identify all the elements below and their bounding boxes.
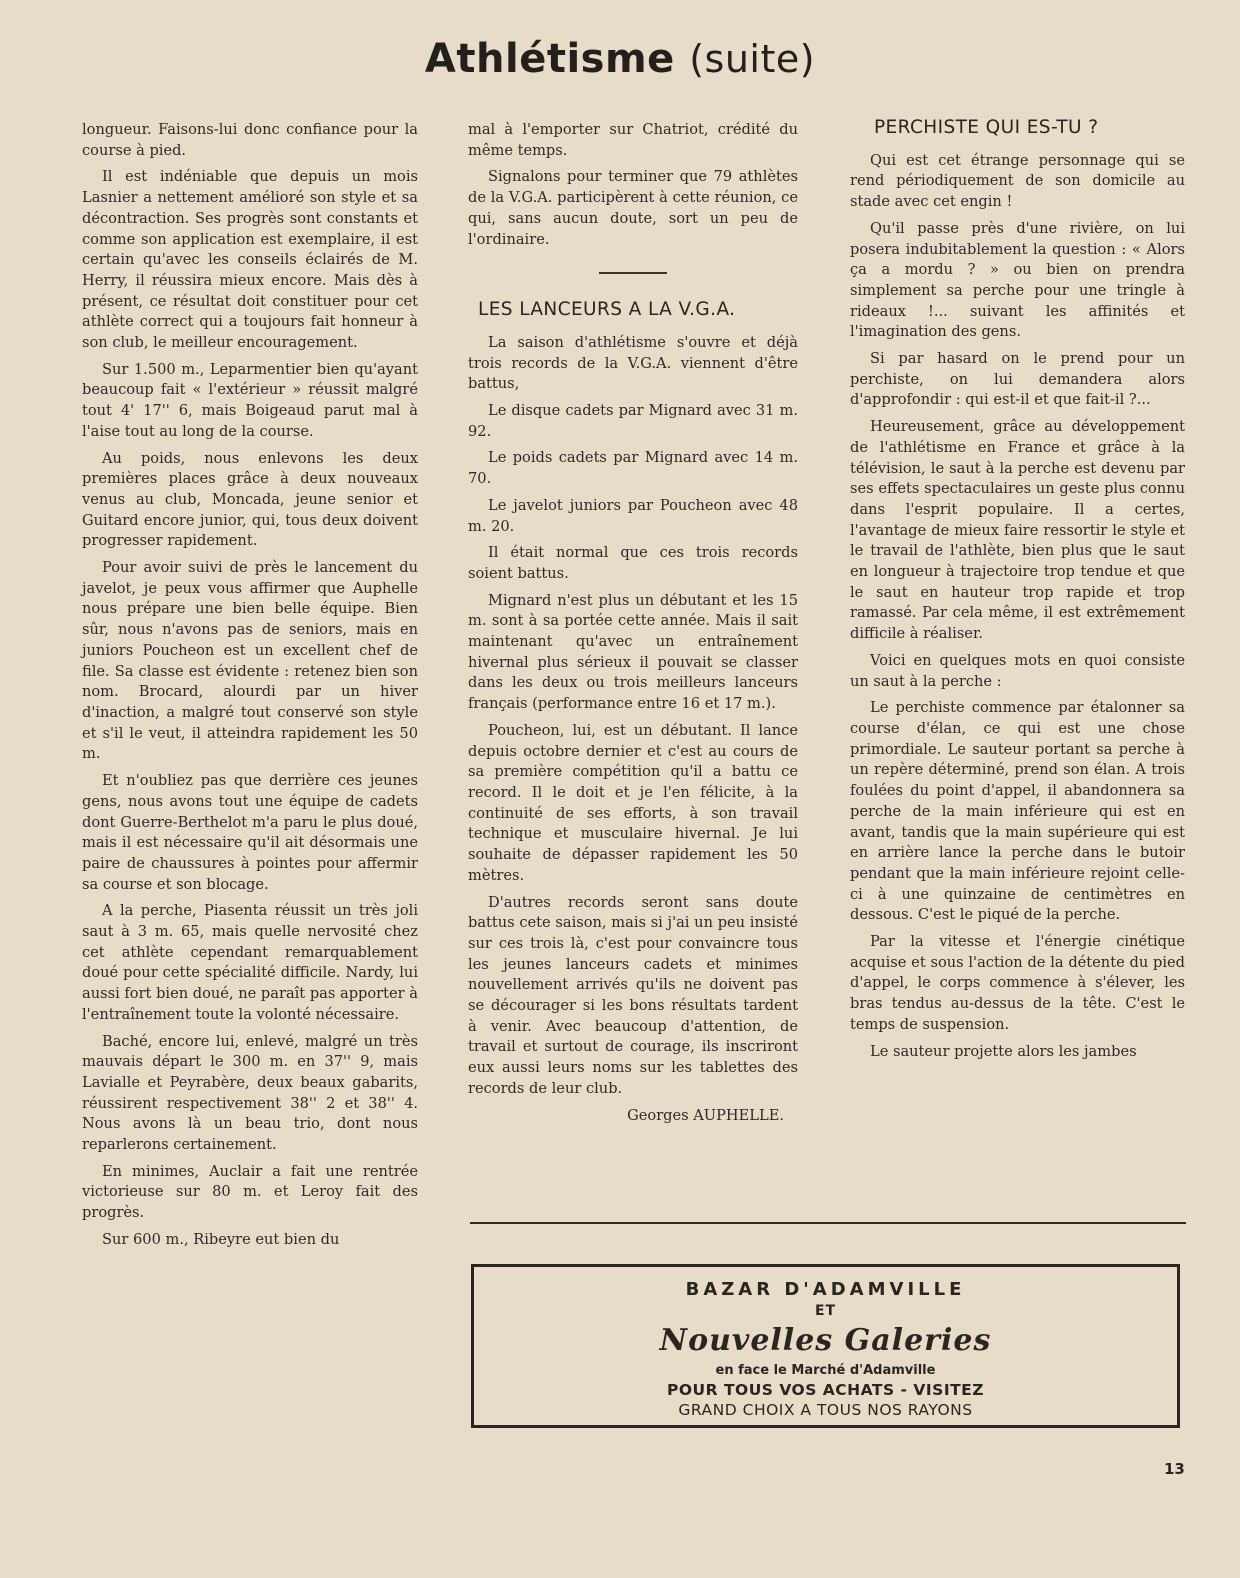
column-1: [82, 120, 418, 1257]
paragraph: Il est indéniable que depuis un mois Lasnier a nettement amélioré son style et sa décontraction. Ses progrès sont constants et comme son application est exemplaire, il est certain qu'avec les conseils éclairés de M. Herry, il réussira mieux encore. Mais dès à présent, ce résultat doit constituer pour cet athlète correct qui a toujours fait honneur à son club, le meilleur encouragement.: [82, 168, 418, 352]
ad-conjunction: ET: [814, 1303, 837, 1319]
paragraph: Qui est cet étrange personnage qui se rend périodiquement de son domicile au stade avec cet engin !: [850, 151, 1185, 211]
paragraph: A la perche, Piasenta réussit un très joli saut à 3 m. 65, mais quelle nervosité chez cet athlète cependant remarquablement doué pour cette spécialité difficile. Nardy, lui aussi fort bien doué, ne paraît pas apporter à l'entraînement toute la volonté nécessaire.: [82, 902, 418, 1023]
paragraph: mal à l'emporter sur Chatriot, crédité du même temps.: [468, 121, 798, 159]
paragraph: Sur 1.500 m., Leparmentier bien qu'ayant beaucoup fait « l'extérieur » réussit malgré tout 4' 17'' 6, mais Boigeaud parut mal à l'aise tout au long de la course.: [82, 360, 418, 440]
paragraph: Qu'il passe près d'une rivière, on lui posera indubitablement la question : « Alors ça a mordu ? » ou bien on prendra simplement sa perche pour une tringle à rideaux !... suivant les affinités et l'imagination des gens.: [850, 219, 1185, 341]
paragraph: Baché, encore lui, enlevé, malgré un très mauvais départ le 300 m. en 37'' 9, mais Lavialle et Peyrabère, deux beaux gabarits, réussirent respectivement 38'' 2 et 38'' 4. Nous avons là un beau trio, dont nous reparlerons certainement.: [82, 1032, 418, 1154]
paragraph: D'autres records seront sans doute battus cete saison, mais si j'ai un peu insisté sur ces trois là, c'est pour convaincre tous les jeunes lanceurs cadets et minimes nouvellement arrivés qu'ils ne doivent pas se décourager si les bons résultats tardent à venir. Avec beaucoup d'attention, de travail et surtout de courage, ils inscriront eux aussi leurs noms sur les tablettes des records de leur club.: [468, 893, 798, 1097]
section-heading-perchiste: PERCHISTE QUI ES-TU ?: [874, 117, 1099, 138]
page-title: [0, 36, 1240, 82]
ad-tagline: GRAND CHOIX A TOUS NOS RAYONS: [678, 1401, 973, 1419]
paragraph: Le javelot juniors par Poucheon avec 48 m. 20.: [468, 496, 798, 535]
paragraph: Si par hasard on le prend pour un perchiste, on lui demandera alors d'approfondir : qui est-il et que fait-il ?...: [850, 350, 1185, 409]
paragraph: Pour avoir suivi de près le lancement du javelot, je peux vous affirmer que Auphelle nous prépare une bien belle équipe. Bien sûr, nous n'avons pas de seniors, mais en juniors Poucheon est un excellent chef de file. Sa classe est évidente : retenez bien son nom. Brocard, alourdi par un hiver d'inaction, a malgré tout conservé son style et s'il le veut, il atteindra rapidement les 50 m.: [82, 559, 418, 763]
paragraph: En minimes, Auclair a fait une rentrée victorieuse sur 80 m. et Leroy fait des progrès.: [82, 1162, 418, 1222]
advertisement-box: [471, 1264, 1180, 1428]
paragraph: Sur 600 m., Ribeyre eut bien du: [102, 1230, 340, 1248]
paragraph: Poucheon, lui, est un débutant. Il lance depuis octobre dernier et c'est au cours de sa première compétition qu'il a battu ce record. Il le doit et je l'en félicite, à la continuité de ses efforts, à son travail technique et musculaire hivernal. Je lui souhaite de dépasser rapidement les 50 mètres.: [468, 721, 798, 884]
paragraph: Le sauteur projette alors les jambes: [870, 1042, 1137, 1060]
page-number: 13: [1164, 1460, 1185, 1478]
paragraph: Le disque cadets par Mignard avec 31 m. 92.: [468, 402, 798, 440]
ad-brand-name: Nouvelles Galeries: [659, 1323, 992, 1358]
author-signature: Georges AUPHELLE.: [627, 1106, 784, 1124]
paragraph: longueur. Faisons-lui donc confiance pour la course à pied.: [82, 121, 418, 159]
title-suffix: (suite): [689, 37, 816, 81]
paragraph: La saison d'athlétisme s'ouvre et déjà trois records de la V.G.A. viennent d'être battus,: [468, 333, 798, 393]
title-main: Athlétisme: [424, 36, 675, 82]
paragraph: Mignard n'est plus un débutant et les 15 m. sont à sa portée cette année. Mais il sait maintenant qu'avec un entraînement hivernal plus sérieux il pouvait se classer dans les deux ou trois meilleurs lanceurs français (performance entre 16 et 17 m.).: [468, 591, 798, 713]
paragraph: Voici en quelques mots en quoi consiste un saut à la perche :: [850, 651, 1185, 690]
horizontal-rule: [470, 1222, 1186, 1224]
paragraph: Signalons pour terminer que 79 athlètes de la V.G.A. participèrent à cette réunion, ce qui, sans aucun doute, sort un peu de l'ordinaire.: [468, 168, 798, 248]
section-separator: [599, 272, 667, 274]
ad-location: en face le Marché d'Adamville: [715, 1363, 936, 1378]
section-heading-lanceurs: LES LANCEURS A LA V.G.A.: [478, 299, 736, 321]
paragraph: Heureusement, grâce au développement de l'athlétisme en France et grâce à la télévision, le saut à la perche est devenu par ses effets spectaculaires un geste plus connu dans l'esprit populaire. Il a certes, l'avantage de mieux faire ressortir le style et le travail de l'athlète, bien plus que le saut en longueur à trajectoire trop tendue et que le saut en hauteur trop rapide et trop ramassé. Par cela même, il est extrêmement difficile à réaliser.: [850, 418, 1185, 643]
paragraph: Il était normal que ces trois records soient battus.: [468, 544, 798, 582]
paragraph: Le poids cadets par Mignard avec 14 m. 70.: [468, 449, 798, 488]
paragraph: Au poids, nous enlevons les deux premières places grâce à deux nouveaux venus au club, Moncada, jeune senior et Guitard encore junior, qui, tous deux doivent progresser rapidement.: [82, 449, 418, 550]
column-3: [850, 118, 1185, 1068]
column-2: [468, 120, 798, 1132]
paragraph: Le perchiste commence par étalonner sa course d'élan, ce qui est une chose primordiale. Le sauteur portant sa perche à un repère déterminé, prend son élan. A trois foulées du point d'appel, il abandonnera sa perche de la main inférieure qui est en avant, tandis que la main supérieure qui est en arrière lance la perche dans le butoir pendant que la main inférieure rejoint celle-ci à une quinzaine de centimètres en dessous. C'est le piqué de la perche.: [850, 699, 1185, 924]
ad-slogan: POUR TOUS VOS ACHATS - VISITEZ: [666, 1381, 984, 1399]
paragraph: Par la vitesse et l'énergie cinétique acquise et sous l'action de la détente du pied d'appel, le corps commence à s'élever, les bras tendus au-dessus de la tête. C'est le temps de suspension.: [850, 933, 1185, 1033]
ad-store-name: BAZAR D'ADAMVILLE: [685, 1279, 966, 1300]
paragraph: Et n'oubliez pas que derrière ces jeunes gens, nous avons tout une équipe de cadets dont Guerre-Berthelot m'a paru le plus doué, mais il est nécessaire qu'il ait désormais une paire de chaussures à pointes pour affermir sa course et son blocage.: [82, 772, 418, 893]
